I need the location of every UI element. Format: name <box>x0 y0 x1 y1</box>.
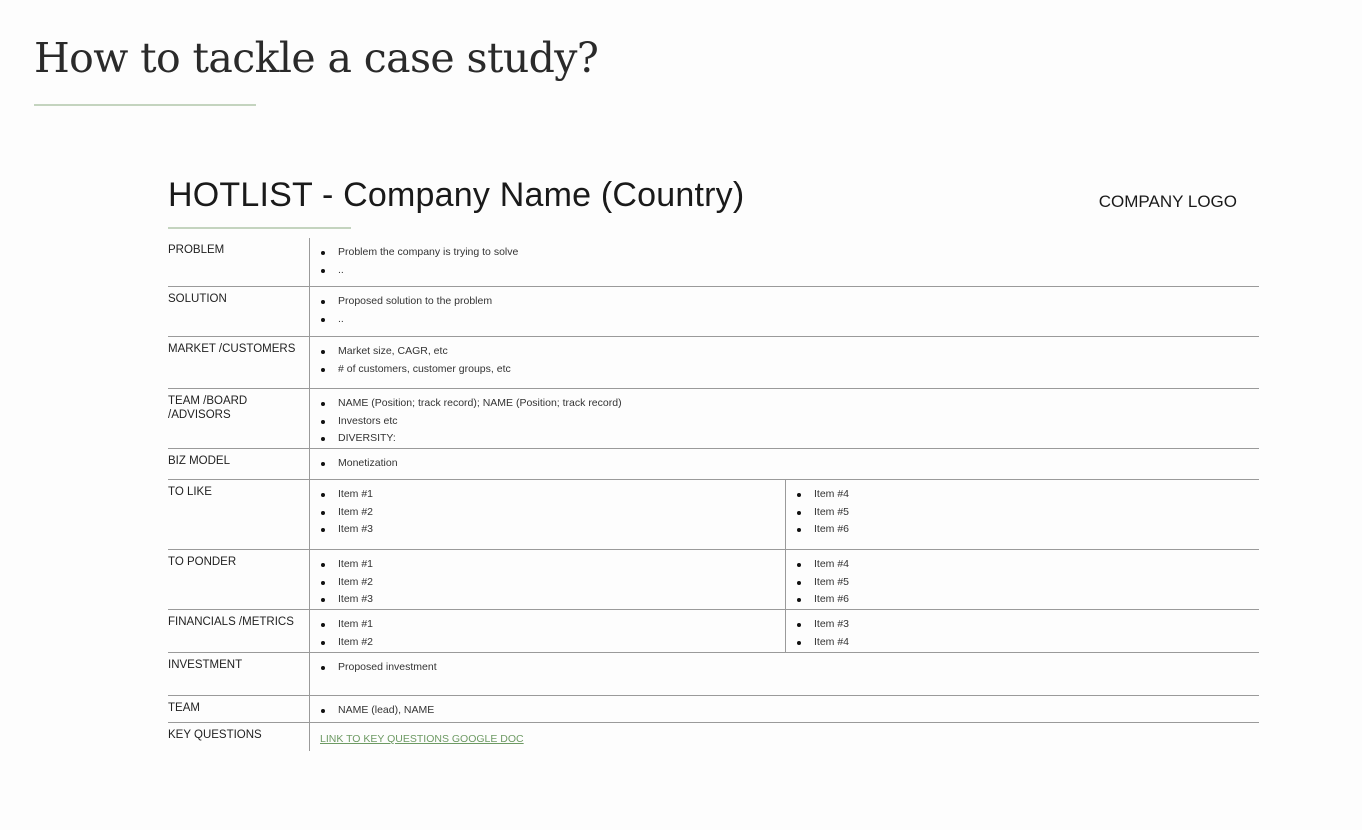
team-list <box>318 702 1259 720</box>
list-item: Item #5 <box>794 574 1259 592</box>
financials-left-list <box>318 616 785 651</box>
list-item: Item #1 <box>318 556 785 574</box>
row-label-solution: SOLUTION <box>168 287 310 336</box>
list-item: Monetization <box>318 455 1259 473</box>
row-label-team: TEAM <box>168 696 310 722</box>
list-item: Item #2 <box>318 574 785 592</box>
hotlist-title: HOTLIST - Company Name (Country) <box>168 176 745 214</box>
problem-list <box>318 244 1259 279</box>
list-item: Item #1 <box>318 486 785 504</box>
list-item: Problem the company is trying to solve <box>318 244 1259 262</box>
row-label-to-like: TO LIKE <box>168 480 310 549</box>
to-like-right-list <box>794 486 1259 539</box>
financials-right-list <box>794 616 1259 651</box>
biz-model-list <box>318 455 1259 473</box>
list-item: Item #1 <box>318 616 785 634</box>
list-item: # of customers, customer groups, etc <box>318 361 1259 379</box>
list-item: .. <box>318 311 1259 329</box>
row-key-questions <box>168 723 1259 751</box>
row-label-problem: PROBLEM <box>168 238 310 286</box>
solution-list <box>318 293 1259 328</box>
list-item: Item #5 <box>794 504 1259 522</box>
list-item: .. <box>318 262 1259 280</box>
market-list <box>318 343 1259 378</box>
to-ponder-left-list <box>318 556 785 609</box>
row-label-market: MARKET /CUSTOMERS <box>168 337 310 388</box>
row-to-ponder <box>168 550 1259 610</box>
list-item: Item #4 <box>794 556 1259 574</box>
list-item: Item #2 <box>318 504 785 522</box>
row-team <box>168 696 1259 723</box>
list-item: Market size, CAGR, etc <box>318 343 1259 361</box>
list-item: Item #6 <box>794 521 1259 539</box>
list-item: Item #3 <box>794 616 1259 634</box>
row-label-financials: FINANCIALS /METRICS <box>168 610 310 652</box>
company-logo-placeholder: COMPANY LOGO <box>1098 192 1237 211</box>
key-questions-doc-link[interactable]: LINK TO KEY QUESTIONS GOOGLE DOC <box>320 733 524 745</box>
list-item: Item #3 <box>318 521 785 539</box>
title-underline <box>34 104 256 106</box>
hotlist-title-underline <box>168 227 351 229</box>
list-item: Item #3 <box>318 591 785 609</box>
list-item: Investors etc <box>318 413 1259 431</box>
row-biz-model <box>168 449 1259 480</box>
page-title: How to tackle a case study? <box>34 34 599 82</box>
row-label-team-board: TEAM /BOARD /ADVISORS <box>168 389 310 448</box>
row-market <box>168 337 1259 389</box>
list-item: Item #2 <box>318 634 785 652</box>
to-ponder-right-list <box>794 556 1259 609</box>
list-item: Proposed investment <box>318 659 1259 677</box>
row-problem <box>168 238 1259 287</box>
list-item: Item #4 <box>794 634 1259 652</box>
investment-list <box>318 659 1259 677</box>
list-item: DIVERSITY: <box>318 430 1259 448</box>
row-team-board <box>168 389 1259 449</box>
row-to-like <box>168 480 1259 550</box>
row-label-biz-model: BIZ MODEL <box>168 449 310 479</box>
list-item: Proposed solution to the problem <box>318 293 1259 311</box>
hotlist-table <box>168 238 1259 751</box>
row-label-investment: INVESTMENT <box>168 653 310 695</box>
list-item: Item #4 <box>794 486 1259 504</box>
list-item: NAME (lead), NAME <box>318 702 1259 720</box>
row-label-to-ponder: TO PONDER <box>168 550 310 609</box>
row-investment <box>168 653 1259 696</box>
to-like-left-list <box>318 486 785 539</box>
list-item: Item #6 <box>794 591 1259 609</box>
team-board-list <box>318 395 1259 448</box>
list-item: NAME (Position; track record); NAME (Position; track record) <box>318 395 1259 413</box>
row-label-key-questions: KEY QUESTIONS <box>168 723 310 751</box>
row-solution <box>168 287 1259 337</box>
row-financials <box>168 610 1259 653</box>
